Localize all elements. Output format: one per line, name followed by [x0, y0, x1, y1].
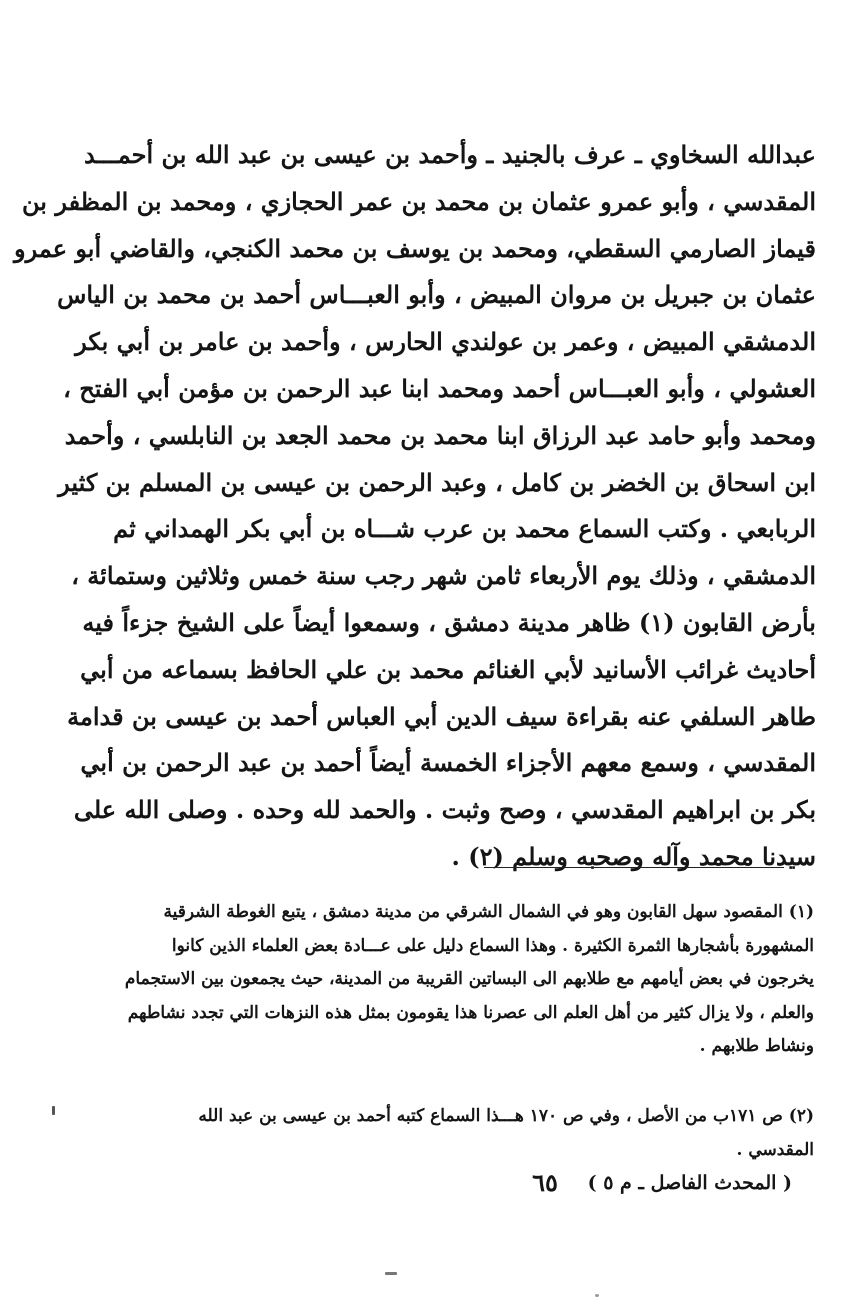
footnote-line: (٢) ص ١٧١ب من الأصل ، وفي ص ١٧٠ هـــذا السماع كتبه أحمد بن عيسى بن عبد الله [198, 1105, 814, 1126]
text-line: سيدنا محمد وآله وصحبه وسلم (٢) . [451, 841, 816, 871]
text-line: طاهر السلفي عنه بقراءة سيف الدين أبي العباس أحمد بن عيسى بن قدامة [67, 701, 816, 731]
footnote-line: يخرجون في بعض أيامهم مع طلابهم الى البساتين القريبة من المدينة، حيث يجمعون بين الاستجمام [124, 969, 814, 990]
footnote-line: المشهورة بأشجارها الثمرة الكثيرة . وهذا السماع دليل على عـــادة بعض العلماء الذين كانوا [171, 935, 814, 956]
text-line: المقدسي ، وأبو عمرو عثمان بن محمد بن عمر الحجازي ، ومحمد بن المظفر بن [22, 186, 816, 216]
page-footer [100, 1168, 800, 1208]
footnote-1 [108, 896, 814, 1064]
text-line: العشولي ، وأبو العبـــاس أحمد ومحمد ابنا عبد الرحمن بن مؤمن أبي الفتح ، [63, 373, 816, 403]
main-text [14, 132, 816, 881]
text-line: ومحمد وأبو حامد عبد الرزاق ابنا محمد بن محمد الجعد بن النابلسي ، وأحمد [64, 420, 816, 450]
footnotes [108, 896, 814, 1167]
text-line: قيماز الصارمي السقطي، ومحمد بن يوسف بن محمد الكنجي، والقاضي أبو عمرو [14, 233, 816, 263]
scan-speck [595, 1294, 599, 1297]
footnote-divider [484, 867, 784, 868]
text-line: الدمشقي ، وذلك يوم الأربعاء ثامن شهر رجب سنة خمس وثلاثين وستمائة ، [71, 561, 816, 591]
text-line: ابن اسحاق بن الخضر بن كامل ، وعبد الرحمن بن عيسى بن المسلم بن كثير [58, 467, 816, 497]
signature-mark: ( المحدث الفاصل ـ م ٥ ) [587, 1172, 792, 1194]
text-line: الدمشقي المبيض ، وعمر بن عولندي الحارس ، وأحمد بن عامر بن أبي بكر [75, 327, 816, 357]
text-line: عثمان بن جبريل بن مروان المبيض ، وأبو العبـــاس أحمد بن محمد بن الياس [57, 280, 816, 310]
page-number: ٦٥ [532, 1168, 558, 1197]
footnote-line: ونشاط طلابهم . [699, 1036, 814, 1057]
footnote-2 [108, 1100, 814, 1167]
text-line: بكر بن ابراهيم المقدسي ، وصح وثبت . والحمد لله وحده . وصلى الله على [73, 795, 816, 825]
footnote-gap [108, 1064, 814, 1100]
scan-speck [385, 1272, 397, 1275]
text-line: بأرض القابون (١) ظاهر مدينة دمشق ، وسمعوا أيضاً على الشيخ جزءاً فيه [82, 607, 816, 637]
footnote-line: والعلم ، ولا يزال كثير من أهل العلم الى عصرنا هذا يقومون بمثل هذه النزهات التي تجدد نشاطهم [127, 1002, 814, 1023]
text-line: الربابعي . وكتب السماع محمد بن عرب شـــاه بن أبي بكر الهمداني ثم [113, 514, 816, 544]
text-line: عبدالله السخاوي ـ عرف بالجنيد ـ وأحمد بن عيسى بن عبد الله بن أحمـــد [84, 140, 816, 169]
scan-speck [52, 1106, 55, 1115]
footnote-line: المقدسي . [736, 1139, 814, 1160]
text-line: المقدسي ، وسمع معهم الأجزاء الخمسة أيضاً أحمد بن عبد الرحمن بن أبي [80, 748, 816, 778]
footnote-line: (١) المقصود سهل القابون وهو في الشمال الشرقي من مدينة دمشق ، يتبع الغوطة الشرقية [163, 902, 814, 922]
text-line: أحاديث غرائب الأسانيد لأبي الغنائم محمد بن علي الحافظ بسماعه من أبي [80, 654, 816, 684]
